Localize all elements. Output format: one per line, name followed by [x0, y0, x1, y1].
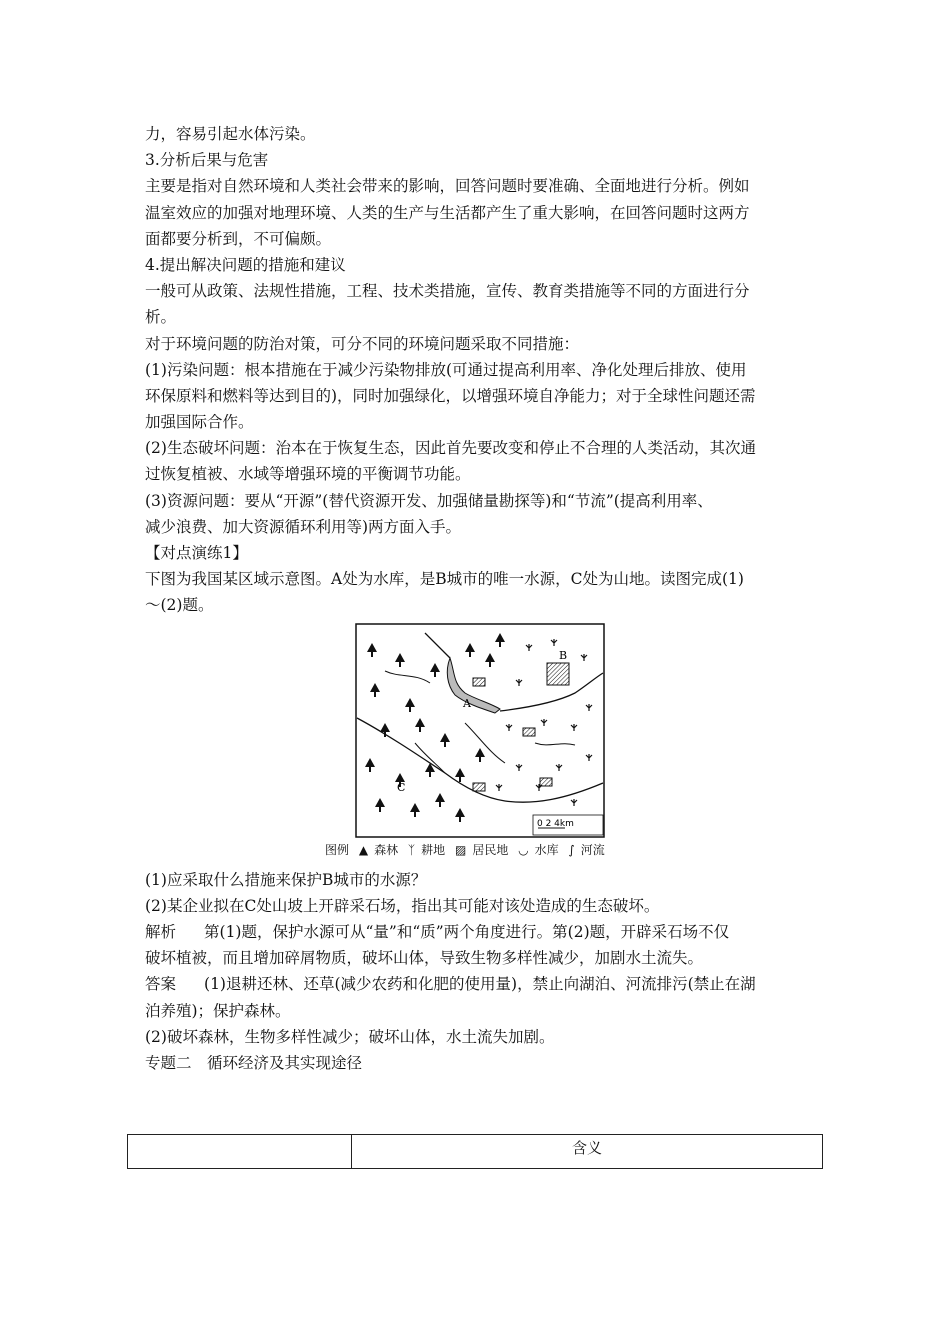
table-header-meaning: 含义: [352, 1135, 823, 1169]
legend-item: 水库: [534, 842, 559, 857]
analysis-text: 第(1)题，保护水源可从“量”和“质”两个角度进行。第(2)题，开辟采石场不仅: [204, 922, 730, 941]
question-2: (2)某企业拟在C处山坡上开辟采石场，指出其可能对该处造成的生态破坏。: [145, 896, 660, 915]
topic-heading: 专题二 循环经济及其实现途径: [145, 1053, 363, 1072]
settlement: [523, 728, 535, 736]
answer-line-1: [145, 971, 820, 997]
document-body: [145, 121, 820, 1076]
answer-line-3: (2)破坏森林，生物多样性减少；破坏山体，水土流失加剧。: [145, 1027, 555, 1046]
section-heading: 3.分析后果与危害: [145, 151, 269, 170]
paragraph: (3)资源问题：要从“开源”(替代资源开发、加强储量勘探等)和“节流”(提高利用率、: [145, 491, 713, 510]
legend-reservoir-icon: ◡: [518, 842, 529, 857]
paragraph: 环保原料和燃料等达到目的)，同时加强绿化，以增强环境自净能力；对于全球性问题还需: [145, 386, 756, 405]
section-heading: 4.提出解决问题的措施和建议: [145, 255, 346, 274]
legend-item: 河流: [580, 842, 605, 857]
paragraph: 面都要分析到，不可偏颇。: [145, 229, 332, 248]
legend-item: 森林: [374, 842, 399, 857]
label-b: B: [559, 648, 568, 662]
paragraph: (1)污染问题：根本措施在于减少污染物排放(可通过提高利用率、净化处理后排放、使用: [145, 360, 747, 379]
paragraph: 析。: [145, 308, 177, 327]
scale-label: 0 2 4km: [537, 818, 574, 829]
map-legend: [325, 841, 611, 858]
legend-title: 图例: [325, 842, 350, 857]
answer-label: 答案: [145, 975, 177, 994]
paragraph: 对于环境问题的防治对策，可分不同的环境问题采取不同措施：: [145, 334, 580, 353]
legend-farmland-icon: ᛉ: [407, 842, 416, 857]
exercise-heading: 【对点演练1】: [145, 544, 248, 562]
paragraph: (2)生态破坏问题：治本在于恢复生态，因此首先要改变和停止不合理的人类活动，其次通: [145, 439, 756, 458]
paragraph: 力，容易引起水体污染。: [145, 125, 316, 143]
paragraph: 一般可从政策、法规性措施，工程、技术类措施，宣传、教育类措施等不同的方面进行分: [145, 282, 750, 301]
paragraph: 温室效应的加强对地理环境、人类的生产与生活都产生了重大影响，在回答问题时这两方: [145, 203, 750, 222]
legend-settlement-icon: ▨: [454, 842, 467, 857]
legend-forest-icon: ▲: [358, 842, 369, 857]
topic-table: [127, 1134, 823, 1169]
region-map: [355, 623, 605, 838]
settlement: [540, 778, 552, 786]
paragraph: 主要是指对自然环境和人类社会带来的影响，回答问题时要准确、全面地进行分析。例如: [145, 177, 750, 196]
paragraph: 过恢复植被、水域等增强环境的平衡调节功能。: [145, 465, 471, 484]
analysis-line-1: [145, 919, 820, 945]
analysis-label: 解析: [145, 922, 177, 941]
question-1: (1)应采取什么措施来保护B城市的水源？: [145, 870, 427, 889]
city-b: [547, 663, 569, 685]
legend-river-icon: ∫: [568, 842, 575, 857]
settlement: [473, 678, 485, 686]
label-c: C: [397, 780, 406, 794]
legend-item: 耕地: [421, 842, 446, 857]
table-row: [128, 1135, 823, 1169]
paragraph: 加强国际合作。: [145, 413, 254, 432]
label-a: A: [463, 696, 471, 710]
answer-line-2: 泊养殖)；保护森林。: [145, 1001, 291, 1020]
legend-item: 居民地: [472, 842, 509, 857]
table-cell: [128, 1135, 352, 1169]
paragraph: 减少浪费、加大资源循环利用等)两方面入手。: [145, 517, 462, 536]
analysis-line-2: 破坏植被，而且增加碎屑物质，破坏山体，导致生物多样性减少，加剧水土流失。: [145, 949, 704, 968]
paragraph: ～(2)题。: [145, 596, 214, 615]
paragraph: 下图为我国某区域示意图。A处为水库，是B城市的唯一水源，C处为山地。读图完成(1): [145, 570, 744, 589]
answer-text: (1)退耕还林、还草(减少农药和化肥的使用量)，禁止向湖泊、河流排污(禁止在湖: [204, 975, 756, 994]
region-map-figure: [145, 623, 820, 863]
settlement: [473, 783, 485, 791]
